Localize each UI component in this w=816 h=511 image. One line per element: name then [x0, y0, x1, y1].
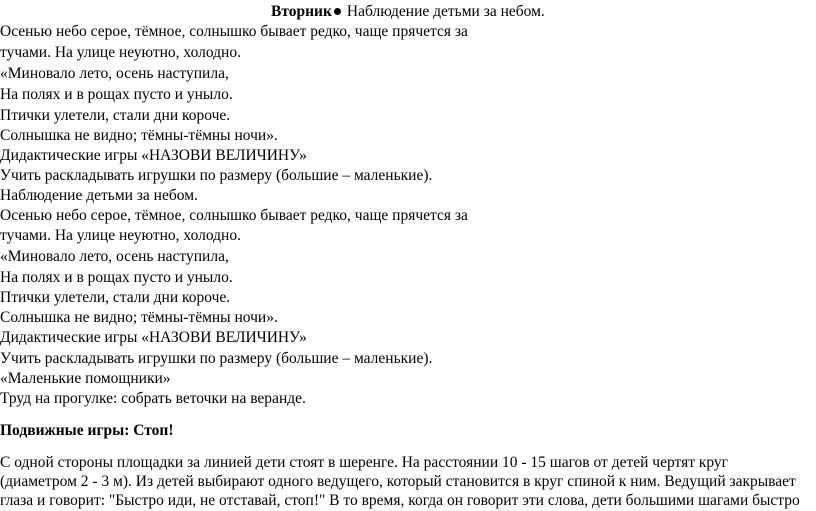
- text-line: На полях и в рощах пусто и уныло.: [0, 86, 233, 103]
- heading-title: Наблюдение детьми за небом.: [346, 3, 545, 20]
- text-line: «Маленькие помощники»: [0, 370, 171, 387]
- paragraph-line: С одной стороны площадки за линией дети стоят в шеренге. На расстоянии 10 - 15 шагов от детей чертят круг: [0, 454, 729, 471]
- text-line: На полях и в рощах пусто и уныло.: [0, 269, 233, 286]
- section-title: Подвижные игры: Стоп!: [0, 422, 174, 439]
- text-line: Солнышка не видно; тёмны-тёмны ночи».: [0, 127, 278, 144]
- text-line: «Миновало лето, осень наступила,: [0, 248, 229, 265]
- text-line: тучами. На улице неуютно, холодно.: [0, 227, 241, 244]
- text-line: Птички улетели, стали дни короче.: [0, 289, 231, 306]
- text-line: Осенью небо серое, тёмное, солнышко бывает редко, чаще прячется за: [0, 207, 468, 224]
- text-line: Дидактические игры «НАЗОВИ ВЕЛИЧИНУ»: [0, 329, 307, 346]
- text-line: Наблюдение детьми за небом.: [0, 187, 198, 204]
- bullet-icon: [334, 8, 341, 15]
- heading-day: Вторник: [271, 3, 332, 20]
- text-line: Птички улетели, стали дни короче.: [0, 107, 231, 124]
- text-line: Труд на прогулке: собрать веточки на веранде.: [0, 390, 306, 407]
- heading: [271, 2, 545, 22]
- text-line: Дидактические игры «НАЗОВИ ВЕЛИЧИНУ»: [0, 147, 307, 164]
- paragraph-line: (диаметром 2 - 3 м). Из детей выбирают одного ведущего, который становится в круг спиной к ним. Ведущий закрывает: [0, 473, 796, 490]
- paragraph-line: глаза и говорит: "Быстро иди, не отставай, стоп!" В то время, когда он говорит эти слова, дети большими шагами быстро: [0, 492, 800, 509]
- text-line: тучами. На улице неуютно, холодно.: [0, 44, 241, 61]
- text-line: «Миновало лето, осень наступила,: [0, 65, 229, 82]
- text-line: Солнышка не видно; тёмны-тёмны ночи».: [0, 309, 278, 326]
- text-line: Учить раскладывать игрушки по размеру (большие – маленькие).: [0, 350, 433, 367]
- text-line: Осенью небо серое, тёмное, солнышко бывает редко, чаще прячется за: [0, 23, 468, 40]
- text-line: Учить раскладывать игрушки по размеру (большие – маленькие).: [0, 167, 433, 184]
